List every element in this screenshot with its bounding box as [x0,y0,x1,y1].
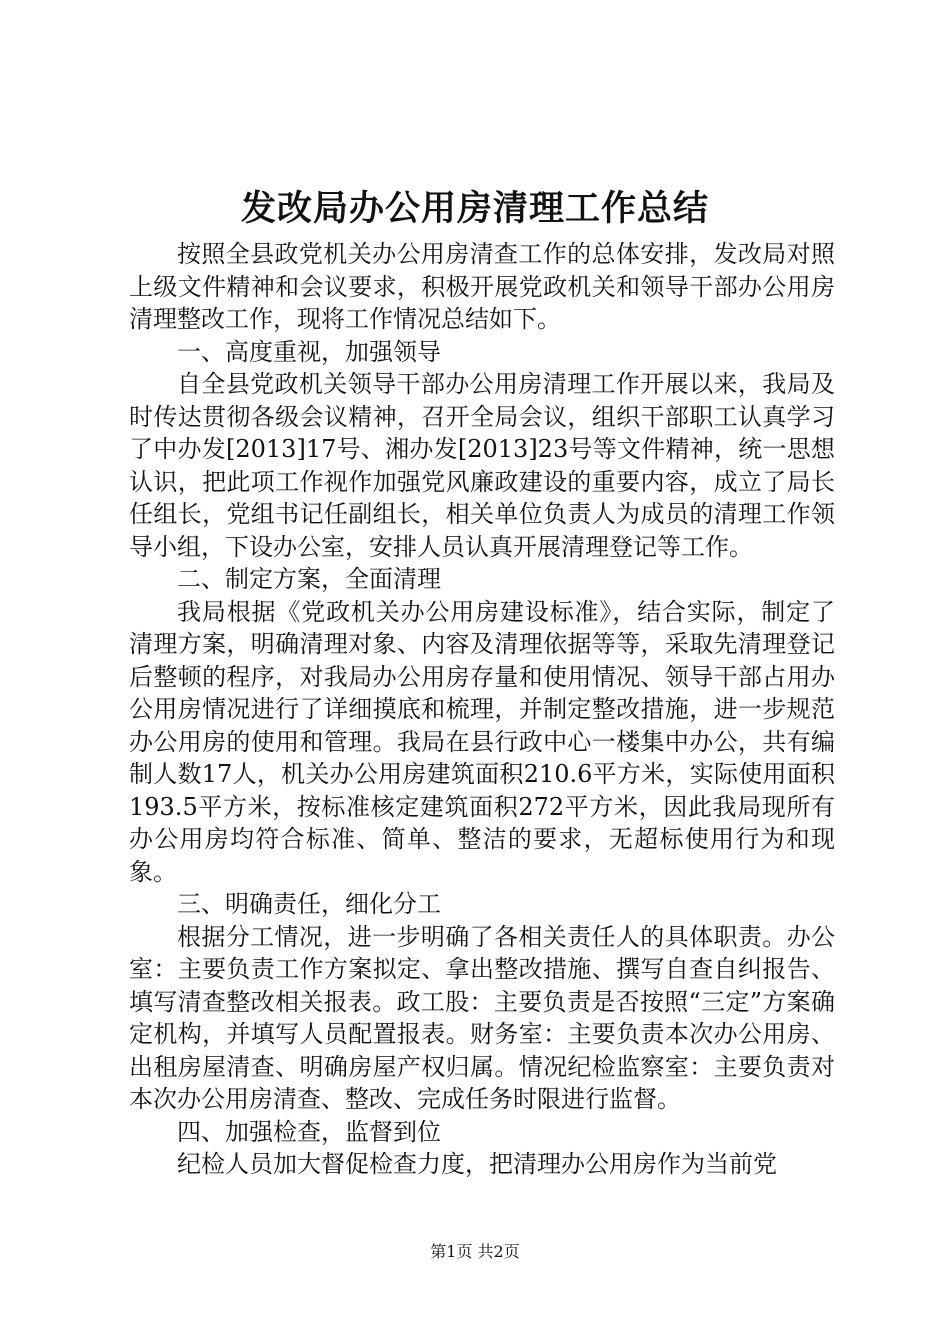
page-footer: 第1页 共2页 [430,1242,520,1261]
section-heading-3: 三、明确责任，细化分工 [177,890,441,918]
document-body [129,238,835,1181]
section-heading-2: 二、制定方案，全面清理 [177,565,441,593]
section-heading-1: 一、高度重视，加强领导 [177,337,441,366]
document-title: 发改局办公用房清理工作总结 [240,188,709,229]
paragraph-section-4: 纪检人员加大督促检查力度，把清理办公用房作为当前党 [177,1150,777,1178]
section-heading-4: 四、加强检查，监督到位 [177,1117,441,1146]
paragraph-section-3: 根据分工情况，进一步明确了各相关责任人的具体职责。办公室：主要负责工作方案拟定、拿出整改措施、撰写自查自纠报告、填写清查整改相关报表。政工股：主要负责是否按照“三定”方案确定机构，并填写人员配置报表。财务室：主要负责本次办公用房、出租房屋清查、明确房屋产权归属。情况纪检监察室：主要负责对本次办公用房清查、整改、完成任务时限进行监督。 [129,922,835,1113]
paragraph-intro: 按照全县政党机关办公用房清查工作的总体安排，发改局对照上级文件精神和会议要求，积极开展党政机关和领导干部办公用房清理整改工作，现将工作情况总结如下。 [129,240,835,333]
paragraph-section-1: 自全县党政机关领导干部办公用房清理工作开展以来，我局及时传达贯彻各级会议精神，召开全局会议，组织干部职工认真学习了中办发[2013]17号、湘办发[2013]23号等文件精神，统一思想认识，把此项工作视作加强党风廉政建设的重要内容，成立了局长任组长，党组书记任副组长，相关单位负责人为成员的清理工作领导小组，下设办公室，安排人员认真开展清理登记等工作。 [129,370,835,561]
paragraph-section-2: 我局根据《党政机关办公用房建设标准》，结合实际，制定了清理方案，明确清理对象、内容及清理依据等等，采取先清理登记后整顿的程序，对我局办公用房存量和使用情况、领导干部占用办公用房情况进行了详细摸底和梳理，并制定整改措施，进一步规范办公用房的使用和管理。我局在县行政中心一楼集中办公，共有编制人数17人，机关办公用房建筑面积210.6平方米，实际使用面积193.5平方米，按标准核定建筑面积272平方米，因此我局现所有办公用房均符合标准、简单、整洁的要求，无超标使用行为和现象。 [129,597,835,886]
